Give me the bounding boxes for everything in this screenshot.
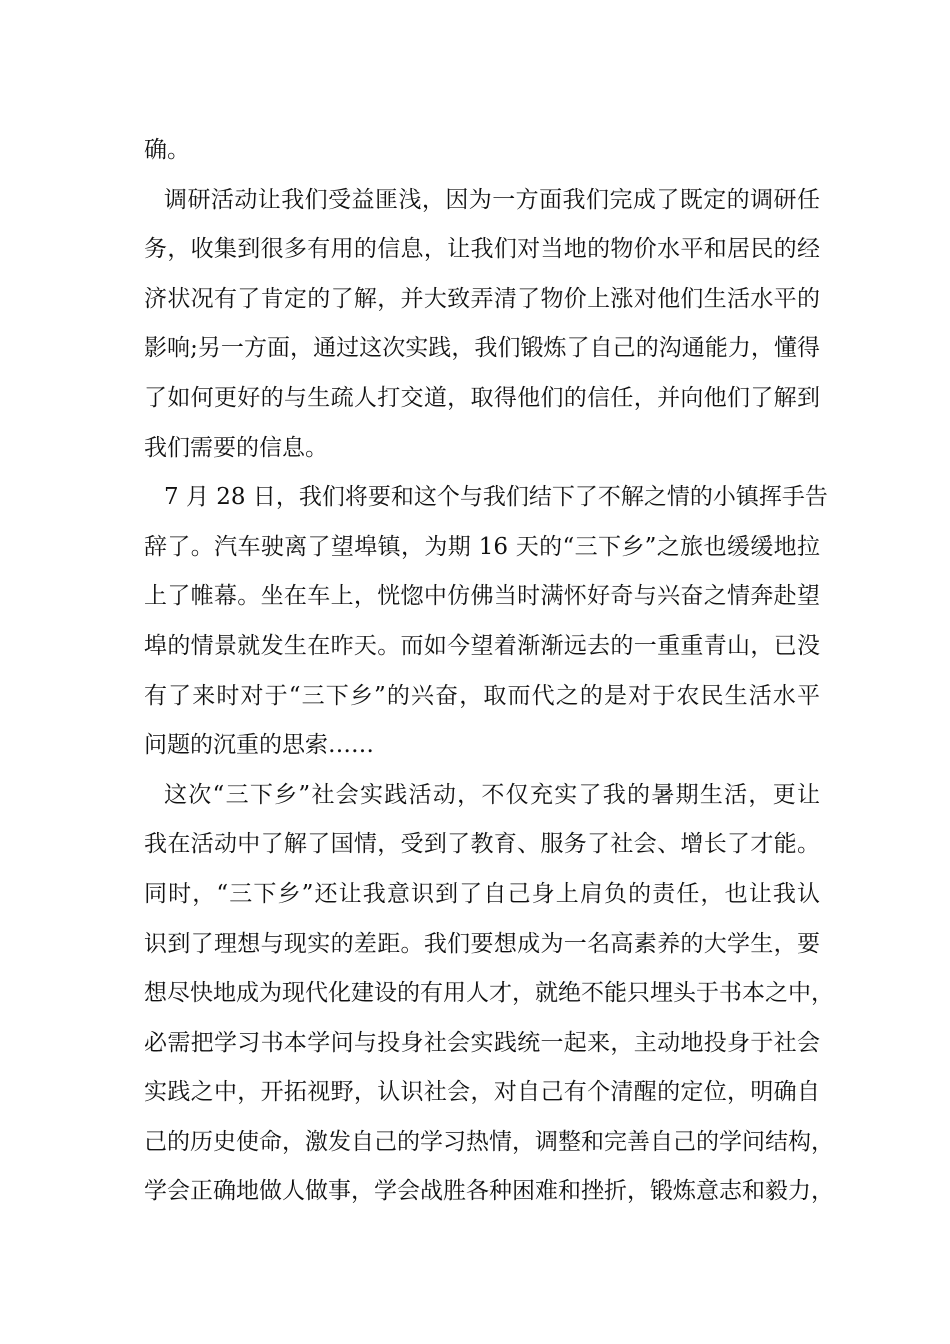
text-line: 影响;另一方面，通过这次实践，我们锻炼了自己的沟通能力，懂得 (144, 335, 820, 362)
text-line: 7 月 28 日，我们将要和这个与我们结下了不解之情的小镇挥手告 (164, 484, 828, 511)
text-line: 我们需要的信息。 (144, 434, 328, 461)
text-line: 调研活动让我们受益匪浅，因为一方面我们完成了既定的调研任 (164, 186, 820, 213)
text-line: 这次“三下乡”社会实践活动，不仅充实了我的暑期生活，更让 (164, 781, 820, 808)
text-line: 确。 (144, 137, 190, 163)
text-line: 学会正确地做人做事，学会战胜各种困难和挫折，锻炼意志和毅力， (144, 1178, 834, 1205)
text-line: 我在活动中了解了国情，受到了教育、服务了社会、增长了才能。 (144, 831, 820, 858)
text-line: 必需把学习书本学问与投身社会实践统一起来，主动地投身于社会 (144, 1029, 820, 1056)
text-line: 识到了理想与现实的差距。我们要想成为一名高素养的大学生，要 (144, 930, 820, 957)
text-line: 上了帷幕。坐在车上，恍惚中仿佛当时满怀好奇与兴奋之情奔赴望 (144, 583, 820, 610)
text-line: 辞了。汽车驶离了望埠镇，为期 16 天的“三下乡”之旅也缓缓地拉 (144, 533, 820, 560)
text-line: 济状况有了肯定的了解，并大致弄清了物价上涨对他们生活水平的 (144, 285, 820, 312)
text-line: 有了来时对于“三下乡”的兴奋，取而代之的是对于农民生活水平 (144, 682, 820, 709)
text-line: 同时，“三下乡”还让我意识到了自己身上肩负的责任，也让我认 (144, 880, 820, 907)
text-line: 己的历史使命，激发自己的学习热情，调整和完善自己的学问结构， (144, 1128, 834, 1155)
text-line: 想尽快地成为现代化建设的有用人才，就绝不能只埋头于书本之中， (144, 980, 834, 1007)
body-text (144, 126, 834, 1217)
text-line: 了如何更好的与生疏人打交道，取得他们的信任，并向他们了解到 (144, 384, 820, 411)
text-line: 问题的沉重的思索…… (144, 732, 374, 759)
text-line: 埠的情景就发生在昨天。而如今望着渐渐远去的一重重青山，已没 (144, 632, 820, 659)
text-line: 务，收集到很多有用的信息，让我们对当地的物价水平和居民的经 (144, 236, 820, 263)
text-line: 实践之中，开拓视野，认识社会，对自己有个清醒的定位，明确自 (144, 1079, 820, 1106)
